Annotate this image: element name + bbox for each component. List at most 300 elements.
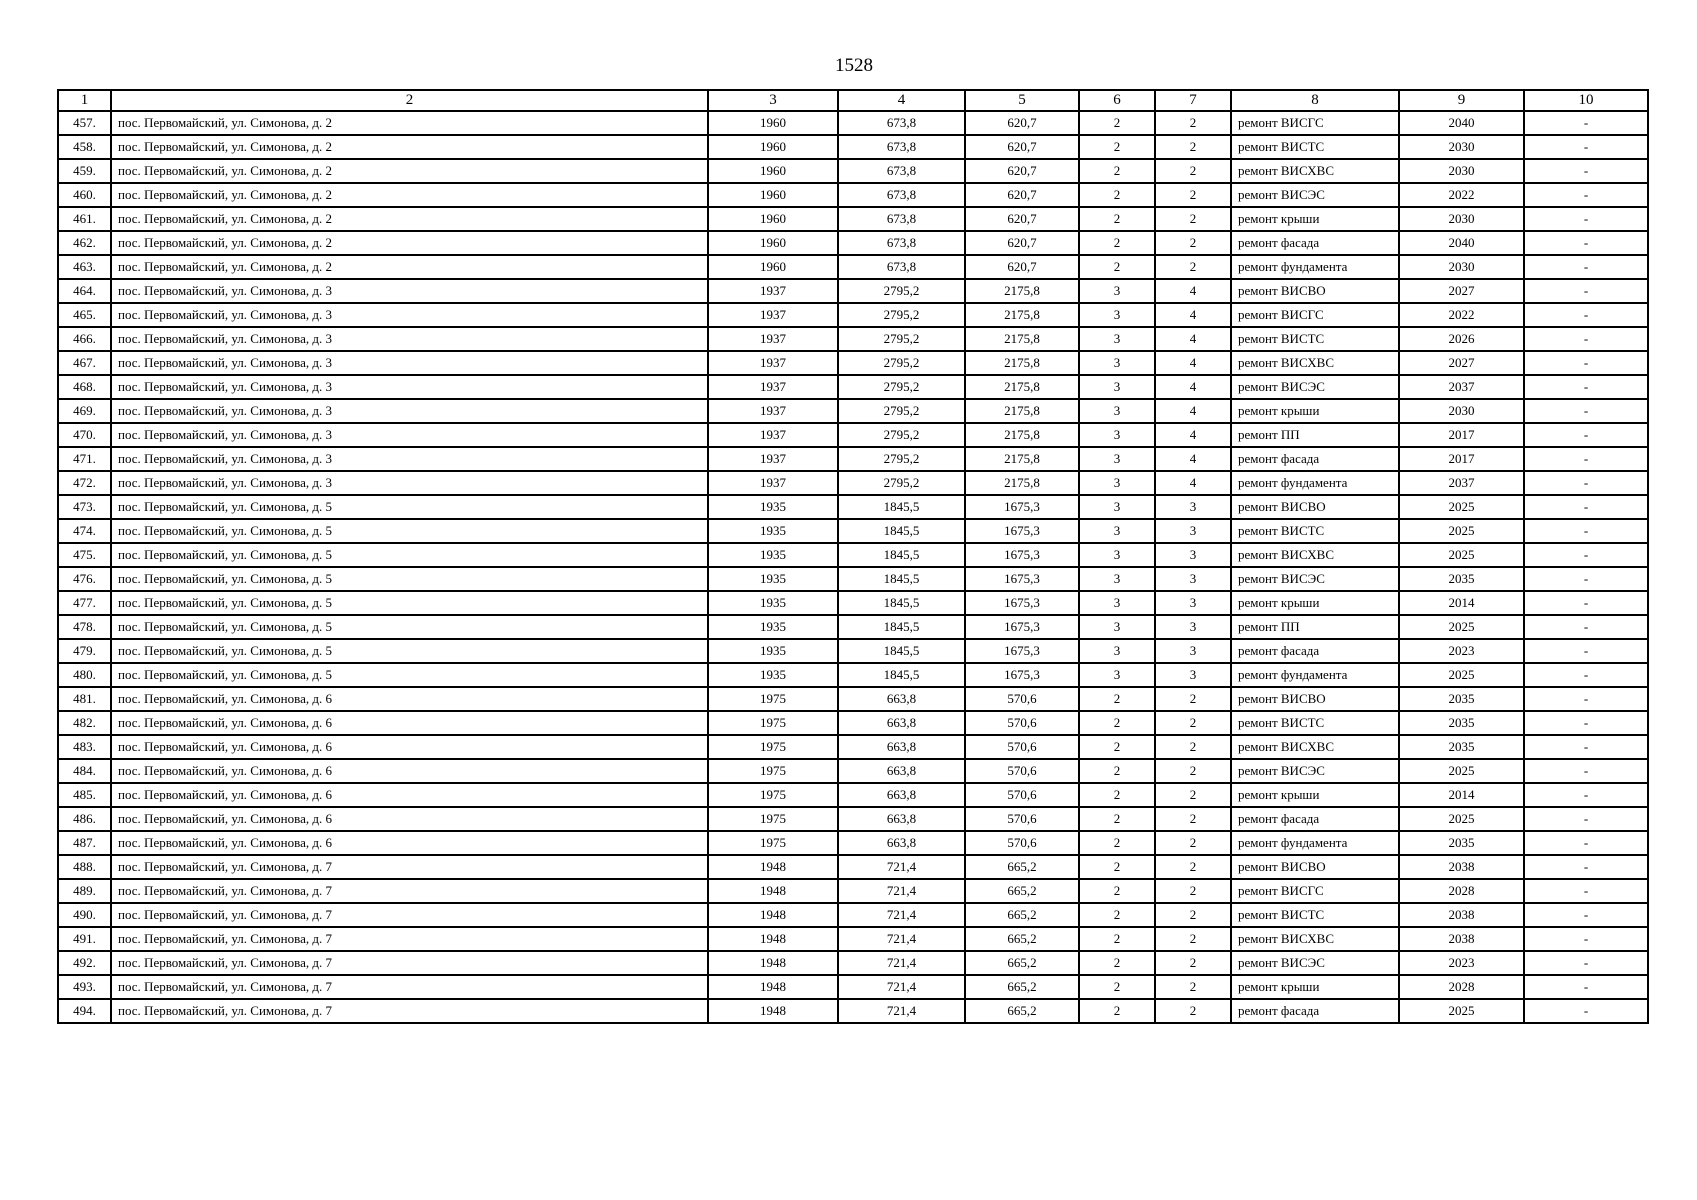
- entrances-cell: 3: [1155, 639, 1231, 663]
- table-row: [58, 879, 1648, 903]
- address-cell: пос. Первомайский, ул. Симонова, д. 6: [111, 783, 708, 807]
- address-cell: пос. Первомайский, ул. Симонова, д. 5: [111, 519, 708, 543]
- floors-cell: 2: [1079, 711, 1155, 735]
- table-row: [58, 519, 1648, 543]
- total-area-cell: 1845,5: [838, 591, 965, 615]
- floors-cell: 3: [1079, 519, 1155, 543]
- floors-cell: 3: [1079, 663, 1155, 687]
- work-type-cell: ремонт фасада: [1231, 231, 1399, 255]
- table-row: [58, 759, 1648, 783]
- work-type-cell: ремонт ВИСЭС: [1231, 375, 1399, 399]
- entrances-cell: 2: [1155, 831, 1231, 855]
- planned-year-cell: 2028: [1399, 879, 1524, 903]
- note-cell: -: [1524, 327, 1648, 351]
- total-area-cell: 663,8: [838, 711, 965, 735]
- work-type-cell: ремонт ПП: [1231, 615, 1399, 639]
- note-cell: -: [1524, 687, 1648, 711]
- table-body: [58, 111, 1648, 1023]
- total-area-cell: 1845,5: [838, 543, 965, 567]
- note-cell: -: [1524, 399, 1648, 423]
- entrances-cell: 2: [1155, 735, 1231, 759]
- note-cell: -: [1524, 879, 1648, 903]
- row-number-cell: 481.: [58, 687, 111, 711]
- living-area-cell: 1675,3: [965, 615, 1079, 639]
- address-cell: пос. Первомайский, ул. Симонова, д. 2: [111, 231, 708, 255]
- address-cell: пос. Первомайский, ул. Симонова, д. 7: [111, 903, 708, 927]
- floors-cell: 3: [1079, 495, 1155, 519]
- table-row: [58, 255, 1648, 279]
- total-area-cell: 673,8: [838, 111, 965, 135]
- row-number-cell: 476.: [58, 567, 111, 591]
- address-cell: пос. Первомайский, ул. Симонова, д. 3: [111, 375, 708, 399]
- floors-cell: 2: [1079, 831, 1155, 855]
- build-year-cell: 1935: [708, 495, 838, 519]
- note-cell: -: [1524, 735, 1648, 759]
- table-row: [58, 543, 1648, 567]
- address-cell: пос. Первомайский, ул. Симонова, д. 7: [111, 999, 708, 1023]
- column-header-2: 2: [111, 90, 708, 111]
- row-number-cell: 493.: [58, 975, 111, 999]
- row-number-cell: 484.: [58, 759, 111, 783]
- note-cell: -: [1524, 159, 1648, 183]
- table-row: [58, 423, 1648, 447]
- row-number-cell: 492.: [58, 951, 111, 975]
- living-area-cell: 570,6: [965, 831, 1079, 855]
- row-number-cell: 488.: [58, 855, 111, 879]
- note-cell: -: [1524, 711, 1648, 735]
- planned-year-cell: 2030: [1399, 255, 1524, 279]
- address-cell: пос. Первомайский, ул. Симонова, д. 6: [111, 735, 708, 759]
- living-area-cell: 1675,3: [965, 543, 1079, 567]
- note-cell: -: [1524, 807, 1648, 831]
- planned-year-cell: 2037: [1399, 471, 1524, 495]
- work-type-cell: ремонт ВИСТС: [1231, 903, 1399, 927]
- planned-year-cell: 2035: [1399, 735, 1524, 759]
- living-area-cell: 1675,3: [965, 495, 1079, 519]
- note-cell: -: [1524, 375, 1648, 399]
- work-type-cell: ремонт ВИСТС: [1231, 711, 1399, 735]
- planned-year-cell: 2026: [1399, 327, 1524, 351]
- floors-cell: 2: [1079, 111, 1155, 135]
- table-row: [58, 303, 1648, 327]
- work-type-cell: ремонт крыши: [1231, 207, 1399, 231]
- planned-year-cell: 2038: [1399, 855, 1524, 879]
- address-cell: пос. Первомайский, ул. Симонова, д. 7: [111, 927, 708, 951]
- living-area-cell: 2175,8: [965, 423, 1079, 447]
- planned-year-cell: 2038: [1399, 927, 1524, 951]
- living-area-cell: 1675,3: [965, 519, 1079, 543]
- address-cell: пос. Первомайский, ул. Симонова, д. 2: [111, 135, 708, 159]
- note-cell: -: [1524, 231, 1648, 255]
- build-year-cell: 1960: [708, 255, 838, 279]
- floors-cell: 3: [1079, 423, 1155, 447]
- table-row: [58, 351, 1648, 375]
- table-row: [58, 447, 1648, 471]
- table-row: [58, 639, 1648, 663]
- living-area-cell: 620,7: [965, 255, 1079, 279]
- build-year-cell: 1937: [708, 279, 838, 303]
- living-area-cell: 620,7: [965, 231, 1079, 255]
- note-cell: -: [1524, 279, 1648, 303]
- row-number-cell: 473.: [58, 495, 111, 519]
- table-row: [58, 831, 1648, 855]
- table-row: [58, 807, 1648, 831]
- row-number-cell: 485.: [58, 783, 111, 807]
- floors-cell: 3: [1079, 375, 1155, 399]
- living-area-cell: 2175,8: [965, 471, 1079, 495]
- build-year-cell: 1960: [708, 135, 838, 159]
- work-type-cell: ремонт фундамента: [1231, 255, 1399, 279]
- row-number-cell: 490.: [58, 903, 111, 927]
- table-row: [58, 327, 1648, 351]
- work-type-cell: ремонт ВИСВО: [1231, 495, 1399, 519]
- row-number-cell: 483.: [58, 735, 111, 759]
- total-area-cell: 2795,2: [838, 303, 965, 327]
- work-type-cell: ремонт ВИСГС: [1231, 303, 1399, 327]
- floors-cell: 2: [1079, 879, 1155, 903]
- note-cell: -: [1524, 183, 1648, 207]
- living-area-cell: 620,7: [965, 159, 1079, 183]
- build-year-cell: 1948: [708, 975, 838, 999]
- living-area-cell: 665,2: [965, 951, 1079, 975]
- living-area-cell: 570,6: [965, 687, 1079, 711]
- build-year-cell: 1975: [708, 735, 838, 759]
- total-area-cell: 721,4: [838, 855, 965, 879]
- row-number-cell: 467.: [58, 351, 111, 375]
- total-area-cell: 1845,5: [838, 495, 965, 519]
- floors-cell: 2: [1079, 687, 1155, 711]
- row-number-cell: 482.: [58, 711, 111, 735]
- living-area-cell: 1675,3: [965, 663, 1079, 687]
- entrances-cell: 4: [1155, 399, 1231, 423]
- floors-cell: 2: [1079, 975, 1155, 999]
- living-area-cell: 620,7: [965, 135, 1079, 159]
- total-area-cell: 721,4: [838, 951, 965, 975]
- total-area-cell: 2795,2: [838, 351, 965, 375]
- entrances-cell: 2: [1155, 975, 1231, 999]
- build-year-cell: 1937: [708, 423, 838, 447]
- total-area-cell: 2795,2: [838, 279, 965, 303]
- note-cell: -: [1524, 999, 1648, 1023]
- row-number-cell: 465.: [58, 303, 111, 327]
- living-area-cell: 570,6: [965, 711, 1079, 735]
- living-area-cell: 665,2: [965, 999, 1079, 1023]
- planned-year-cell: 2040: [1399, 111, 1524, 135]
- address-cell: пос. Первомайский, ул. Симонова, д. 3: [111, 279, 708, 303]
- work-type-cell: ремонт ВИСХВС: [1231, 159, 1399, 183]
- total-area-cell: 2795,2: [838, 327, 965, 351]
- entrances-cell: 2: [1155, 135, 1231, 159]
- entrances-cell: 3: [1155, 591, 1231, 615]
- build-year-cell: 1937: [708, 375, 838, 399]
- build-year-cell: 1960: [708, 183, 838, 207]
- column-header-1: 1: [58, 90, 111, 111]
- floors-cell: 3: [1079, 399, 1155, 423]
- planned-year-cell: 2027: [1399, 351, 1524, 375]
- total-area-cell: 2795,2: [838, 423, 965, 447]
- table-row: [58, 687, 1648, 711]
- living-area-cell: 2175,8: [965, 351, 1079, 375]
- table-row: [58, 567, 1648, 591]
- living-area-cell: 2175,8: [965, 303, 1079, 327]
- entrances-cell: 2: [1155, 159, 1231, 183]
- row-number-cell: 491.: [58, 927, 111, 951]
- note-cell: -: [1524, 543, 1648, 567]
- living-area-cell: 2175,8: [965, 327, 1079, 351]
- build-year-cell: 1948: [708, 879, 838, 903]
- work-type-cell: ремонт фасада: [1231, 447, 1399, 471]
- address-cell: пос. Первомайский, ул. Симонова, д. 5: [111, 543, 708, 567]
- address-cell: пос. Первомайский, ул. Симонова, д. 7: [111, 951, 708, 975]
- living-area-cell: 620,7: [965, 207, 1079, 231]
- entrances-cell: 4: [1155, 447, 1231, 471]
- build-year-cell: 1935: [708, 543, 838, 567]
- table-row: [58, 231, 1648, 255]
- planned-year-cell: 2030: [1399, 159, 1524, 183]
- build-year-cell: 1937: [708, 327, 838, 351]
- work-type-cell: ремонт ВИСХВС: [1231, 543, 1399, 567]
- planned-year-cell: 2025: [1399, 615, 1524, 639]
- table-row: [58, 495, 1648, 519]
- row-number-cell: 461.: [58, 207, 111, 231]
- row-number-cell: 479.: [58, 639, 111, 663]
- living-area-cell: 1675,3: [965, 591, 1079, 615]
- address-cell: пос. Первомайский, ул. Симонова, д. 5: [111, 663, 708, 687]
- entrances-cell: 2: [1155, 231, 1231, 255]
- floors-cell: 2: [1079, 783, 1155, 807]
- floors-cell: 2: [1079, 159, 1155, 183]
- table-row: [58, 159, 1648, 183]
- address-cell: пос. Первомайский, ул. Симонова, д. 6: [111, 807, 708, 831]
- build-year-cell: 1975: [708, 831, 838, 855]
- floors-cell: 3: [1079, 639, 1155, 663]
- address-cell: пос. Первомайский, ул. Симонова, д. 3: [111, 351, 708, 375]
- total-area-cell: 1845,5: [838, 615, 965, 639]
- entrances-cell: 3: [1155, 495, 1231, 519]
- row-number-cell: 472.: [58, 471, 111, 495]
- entrances-cell: 2: [1155, 903, 1231, 927]
- address-cell: пос. Первомайский, ул. Симонова, д. 6: [111, 687, 708, 711]
- address-cell: пос. Первомайский, ул. Симонова, д. 2: [111, 183, 708, 207]
- address-cell: пос. Первомайский, ул. Симонова, д. 5: [111, 567, 708, 591]
- table-row: [58, 663, 1648, 687]
- living-area-cell: 620,7: [965, 183, 1079, 207]
- floors-cell: 3: [1079, 447, 1155, 471]
- total-area-cell: 2795,2: [838, 399, 965, 423]
- address-cell: пос. Первомайский, ул. Симонова, д. 5: [111, 639, 708, 663]
- row-number-cell: 466.: [58, 327, 111, 351]
- row-number-cell: 462.: [58, 231, 111, 255]
- entrances-cell: 4: [1155, 303, 1231, 327]
- note-cell: -: [1524, 303, 1648, 327]
- total-area-cell: 1845,5: [838, 663, 965, 687]
- row-number-cell: 459.: [58, 159, 111, 183]
- entrances-cell: 2: [1155, 879, 1231, 903]
- living-area-cell: 2175,8: [965, 279, 1079, 303]
- address-cell: пос. Первомайский, ул. Симонова, д. 3: [111, 303, 708, 327]
- build-year-cell: 1960: [708, 159, 838, 183]
- row-number-cell: 457.: [58, 111, 111, 135]
- work-type-cell: ремонт фасада: [1231, 999, 1399, 1023]
- work-type-cell: ремонт ВИСЭС: [1231, 183, 1399, 207]
- total-area-cell: 721,4: [838, 879, 965, 903]
- note-cell: -: [1524, 591, 1648, 615]
- build-year-cell: 1935: [708, 663, 838, 687]
- entrances-cell: 2: [1155, 111, 1231, 135]
- note-cell: -: [1524, 471, 1648, 495]
- note-cell: -: [1524, 855, 1648, 879]
- floors-cell: 2: [1079, 231, 1155, 255]
- work-type-cell: ремонт фундамента: [1231, 471, 1399, 495]
- entrances-cell: 2: [1155, 183, 1231, 207]
- address-cell: пос. Первомайский, ул. Симонова, д. 7: [111, 855, 708, 879]
- column-header-5: 5: [965, 90, 1079, 111]
- floors-cell: 3: [1079, 351, 1155, 375]
- column-header-9: 9: [1399, 90, 1524, 111]
- living-area-cell: 570,6: [965, 783, 1079, 807]
- work-type-cell: ремонт ВИСХВС: [1231, 351, 1399, 375]
- table-row: [58, 111, 1648, 135]
- total-area-cell: 1845,5: [838, 567, 965, 591]
- floors-cell: 2: [1079, 255, 1155, 279]
- note-cell: -: [1524, 663, 1648, 687]
- planned-year-cell: 2035: [1399, 831, 1524, 855]
- total-area-cell: 663,8: [838, 831, 965, 855]
- note-cell: -: [1524, 615, 1648, 639]
- planned-year-cell: 2025: [1399, 999, 1524, 1023]
- living-area-cell: 570,6: [965, 759, 1079, 783]
- total-area-cell: 663,8: [838, 807, 965, 831]
- address-cell: пос. Первомайский, ул. Симонова, д. 2: [111, 159, 708, 183]
- address-cell: пос. Первомайский, ул. Симонова, д. 5: [111, 591, 708, 615]
- entrances-cell: 4: [1155, 375, 1231, 399]
- entrances-cell: 4: [1155, 471, 1231, 495]
- total-area-cell: 2795,2: [838, 471, 965, 495]
- total-area-cell: 2795,2: [838, 375, 965, 399]
- floors-cell: 2: [1079, 759, 1155, 783]
- table-row: [58, 207, 1648, 231]
- row-number-cell: 464.: [58, 279, 111, 303]
- work-type-cell: ремонт ВИСЭС: [1231, 951, 1399, 975]
- note-cell: -: [1524, 903, 1648, 927]
- table-row: [58, 615, 1648, 639]
- living-area-cell: 665,2: [965, 927, 1079, 951]
- planned-year-cell: 2014: [1399, 783, 1524, 807]
- row-number-cell: 478.: [58, 615, 111, 639]
- build-year-cell: 1935: [708, 519, 838, 543]
- floors-cell: 3: [1079, 327, 1155, 351]
- table-row: [58, 855, 1648, 879]
- work-type-cell: ремонт ВИСТС: [1231, 135, 1399, 159]
- entrances-cell: 4: [1155, 279, 1231, 303]
- work-type-cell: ремонт ВИСВО: [1231, 279, 1399, 303]
- build-year-cell: 1975: [708, 759, 838, 783]
- note-cell: -: [1524, 519, 1648, 543]
- note-cell: -: [1524, 207, 1648, 231]
- floors-cell: 2: [1079, 927, 1155, 951]
- total-area-cell: 1845,5: [838, 639, 965, 663]
- planned-year-cell: 2022: [1399, 183, 1524, 207]
- table-row: [58, 903, 1648, 927]
- build-year-cell: 1948: [708, 951, 838, 975]
- address-cell: пос. Первомайский, ул. Симонова, д. 2: [111, 255, 708, 279]
- address-cell: пос. Первомайский, ул. Симонова, д. 6: [111, 831, 708, 855]
- floors-cell: 2: [1079, 951, 1155, 975]
- work-type-cell: ремонт крыши: [1231, 591, 1399, 615]
- row-number-cell: 486.: [58, 807, 111, 831]
- column-header-7: 7: [1155, 90, 1231, 111]
- planned-year-cell: 2017: [1399, 423, 1524, 447]
- planned-year-cell: 2017: [1399, 447, 1524, 471]
- address-cell: пос. Первомайский, ул. Симонова, д. 3: [111, 399, 708, 423]
- row-number-cell: 494.: [58, 999, 111, 1023]
- total-area-cell: 721,4: [838, 927, 965, 951]
- build-year-cell: 1960: [708, 207, 838, 231]
- note-cell: -: [1524, 447, 1648, 471]
- work-type-cell: ремонт фасада: [1231, 639, 1399, 663]
- planned-year-cell: 2035: [1399, 711, 1524, 735]
- note-cell: -: [1524, 423, 1648, 447]
- entrances-cell: 2: [1155, 759, 1231, 783]
- floors-cell: 2: [1079, 735, 1155, 759]
- living-area-cell: 665,2: [965, 975, 1079, 999]
- total-area-cell: 673,8: [838, 255, 965, 279]
- note-cell: -: [1524, 255, 1648, 279]
- living-area-cell: 2175,8: [965, 447, 1079, 471]
- work-type-cell: ремонт фасада: [1231, 807, 1399, 831]
- entrances-cell: 2: [1155, 999, 1231, 1023]
- table-row: [58, 999, 1648, 1023]
- living-area-cell: 2175,8: [965, 399, 1079, 423]
- entrances-cell: 4: [1155, 423, 1231, 447]
- entrances-cell: 3: [1155, 519, 1231, 543]
- address-cell: пос. Первомайский, ул. Симонова, д. 3: [111, 423, 708, 447]
- note-cell: -: [1524, 951, 1648, 975]
- living-area-cell: 665,2: [965, 855, 1079, 879]
- note-cell: -: [1524, 831, 1648, 855]
- planned-year-cell: 2023: [1399, 951, 1524, 975]
- address-cell: пос. Первомайский, ул. Симонова, д. 6: [111, 759, 708, 783]
- work-type-cell: ремонт крыши: [1231, 399, 1399, 423]
- address-cell: пос. Первомайский, ул. Симонова, д. 2: [111, 111, 708, 135]
- build-year-cell: 1975: [708, 687, 838, 711]
- address-cell: пос. Первомайский, ул. Симонова, д. 5: [111, 615, 708, 639]
- table-row: [58, 735, 1648, 759]
- total-area-cell: 673,8: [838, 231, 965, 255]
- note-cell: -: [1524, 495, 1648, 519]
- entrances-cell: 2: [1155, 255, 1231, 279]
- living-area-cell: 570,6: [965, 735, 1079, 759]
- table-row: [58, 135, 1648, 159]
- build-year-cell: 1948: [708, 855, 838, 879]
- header-row: [58, 90, 1648, 111]
- note-cell: -: [1524, 927, 1648, 951]
- build-year-cell: 1937: [708, 303, 838, 327]
- floors-cell: 2: [1079, 999, 1155, 1023]
- planned-year-cell: 2030: [1399, 135, 1524, 159]
- work-type-cell: ремонт ВИСЭС: [1231, 759, 1399, 783]
- build-year-cell: 1937: [708, 351, 838, 375]
- work-type-cell: ремонт крыши: [1231, 783, 1399, 807]
- total-area-cell: 663,8: [838, 759, 965, 783]
- total-area-cell: 2795,2: [838, 447, 965, 471]
- table-row: [58, 279, 1648, 303]
- build-year-cell: 1935: [708, 567, 838, 591]
- note-cell: -: [1524, 351, 1648, 375]
- build-year-cell: 1937: [708, 447, 838, 471]
- row-number-cell: 487.: [58, 831, 111, 855]
- table-row: [58, 399, 1648, 423]
